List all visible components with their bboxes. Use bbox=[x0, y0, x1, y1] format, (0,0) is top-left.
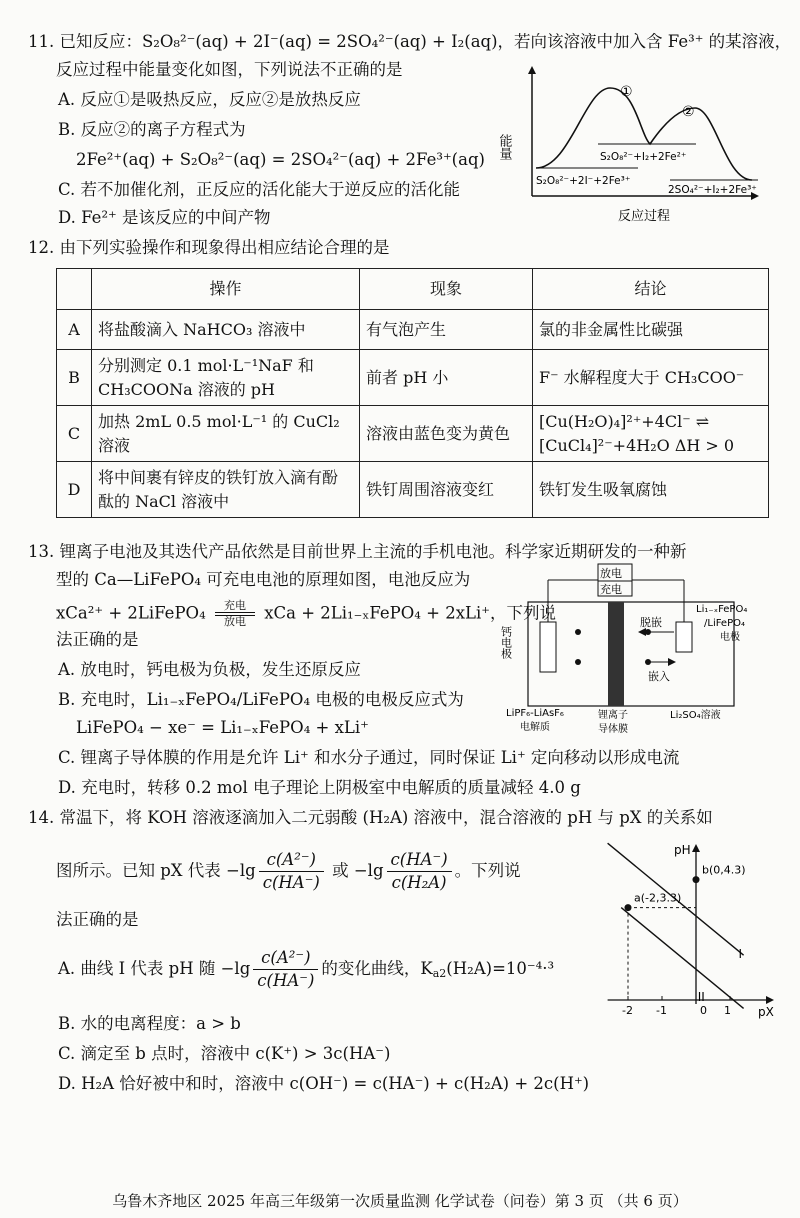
charge-label: 充电 bbox=[600, 583, 622, 596]
q13-stem-end: 法正确的是 bbox=[56, 630, 139, 649]
page-footer: 乌鲁木齐地区 2025 年高三年级第一次质量监测 化学试卷（问卷）第 3 页 （共 6 页） bbox=[112, 1192, 688, 1210]
q11-option-b: B. 反应②的离子方程式为 bbox=[58, 120, 246, 139]
header-cell: 操作 bbox=[92, 269, 360, 310]
row-conclusion: [Cu(H₂O)₄]²⁺+4Cl⁻ ⇌ [CuCl₄]²⁻+4H₂O ΔH > 0 bbox=[533, 406, 769, 462]
row-phenomenon: 前者 pH 小 bbox=[360, 350, 533, 406]
start-state-label: S₂O₈²⁻+2I⁻+2Fe³⁺ bbox=[536, 175, 631, 187]
q14-option-c: C. 滴定至 b 点时，溶液中 c(K⁺) > 3c(HA⁻) bbox=[58, 1044, 391, 1063]
chart-xlabel: pX bbox=[758, 1005, 774, 1019]
lithium-ion-membrane bbox=[608, 602, 624, 706]
end-state-label: 2SO₄²⁻+I₂+2Fe³⁺ bbox=[668, 184, 757, 196]
deintercalate-label: 脱嵌 bbox=[640, 616, 662, 629]
q12-table bbox=[56, 268, 769, 518]
row-phenomenon: 溶液由蓝色变为黄色 bbox=[360, 406, 533, 462]
energy-ylabel: 能量 bbox=[496, 134, 512, 160]
mid-state-label: S₂O₈²⁻+I₂+2Fe²⁺ bbox=[600, 151, 687, 163]
table-row bbox=[57, 406, 769, 462]
row-conclusion: 氯的非金属性比碳强 bbox=[533, 310, 769, 350]
ph-px-chart bbox=[562, 840, 782, 1020]
q14-stem-cont: 图所示。已知 pX 代表 −lg $\frac{\text{c(A²⁻)}}{c(HA^-)}$ 或 −lg $\frac{c(HA^-)}{\text{c(H₂A)}}$ 。下列说 bbox=[56, 850, 521, 892]
table-header-row bbox=[57, 269, 769, 310]
y-axis-arrow bbox=[692, 844, 700, 852]
row-operation: 分别测定 0.1 mol·L⁻¹NaF 和 CH₃COONa 溶液的 pH bbox=[92, 350, 360, 406]
row-operation: 将中间裹有锌皮的铁钉放入滴有酚 酞的 NaCl 溶液中 bbox=[92, 462, 360, 518]
row-operation: 加热 2mL 0.5 mol·L⁻¹ 的 CuCl₂ 溶液 bbox=[92, 406, 360, 462]
point-label: b(0,4.3) bbox=[702, 863, 746, 877]
header-cell: 结论 bbox=[533, 269, 769, 310]
q11-option-c: C. 若不加催化剂，正反应的活化能大于逆反应的活化能 bbox=[58, 180, 461, 199]
q13-option-d: D. 充电时，转移 0.2 mol 电子理论上阴极室中电解质的质量减轻 4.0 g bbox=[58, 778, 581, 797]
y-axis-arrow bbox=[528, 66, 536, 74]
ca-electrode-label: 钙电极 bbox=[499, 626, 513, 659]
left-electrolyte-label-2: 电解质 bbox=[520, 722, 550, 733]
chart-ylabel: pH bbox=[674, 843, 691, 857]
curve-label-II: II bbox=[697, 989, 705, 1004]
q14-option-a: A. 曲线 I 代表 pH 随 −lg $\frac{\text{c(A²⁻)}}{c(HA^-)}$ 的变化曲线，$K_{a2}(H_2A)=10^{-4}\cdot^3$ bbox=[58, 948, 555, 990]
row-key: B bbox=[57, 350, 92, 406]
x-tick-label: -2 bbox=[622, 1004, 633, 1017]
right-electrode-label-1: Li₁₋ₓFePO₄ bbox=[696, 604, 748, 615]
calcium-electrode bbox=[540, 622, 556, 672]
point-label: a(-2,3.3) bbox=[634, 891, 682, 905]
x-axis-arrow bbox=[766, 996, 774, 1004]
q14-option-d: D. H₂A 恰好被中和时，溶液中 c(OH⁻) = c(HA⁻) + c(H₂A) + 2c(H⁺) bbox=[58, 1074, 590, 1093]
data-point bbox=[693, 876, 700, 883]
q13-reaction-equation: xCa²⁺ + 2LiFePO₄ 充电 放电 xCa + 2Li₁₋ₓFePO₄ + 2xLi⁺，下列说 bbox=[56, 599, 556, 628]
row-conclusion: 铁钉发生吸氧腐蚀 bbox=[533, 462, 769, 518]
q11-option-a: A. 反应①是吸热反应，反应②是放热反应 bbox=[58, 90, 361, 109]
row-key: D bbox=[57, 462, 92, 518]
energy-diagram bbox=[496, 64, 762, 234]
chart-origin-label: 0 bbox=[700, 1004, 707, 1017]
row-phenomenon: 铁钉周围溶液变红 bbox=[360, 462, 533, 518]
intercalate-label: 嵌入 bbox=[648, 670, 670, 683]
row-key: C bbox=[57, 406, 92, 462]
table-row bbox=[57, 350, 769, 406]
right-electrode-label-3: 电极 bbox=[720, 632, 740, 643]
q13-option-b: B. 充电时，Li₁₋ₓFePO₄/LiFePO₄ 电极的电极反应式为 bbox=[58, 690, 464, 709]
q14-stem: 14. 常温下，将 KOH 溶液逐滴加入二元弱酸 (H₂A) 溶液中，混合溶液的 pH 与 pX 的关系如 bbox=[28, 808, 713, 827]
q13-option-c: C. 锂离子导体膜的作用是允许 Li⁺ 和水分子通过，同时保证 Li⁺ 定向移动以形成电流 bbox=[58, 748, 680, 767]
discharge-label: 放电 bbox=[600, 567, 622, 580]
membrane-label-2: 导体膜 bbox=[598, 724, 628, 735]
q12-stem: 12. 由下列实验操作和现象得出相应结论合理的是 bbox=[28, 238, 390, 257]
curve-label-I: I bbox=[738, 947, 743, 961]
left-electrolyte-label-1: LiPF₆-LiAsF₆ bbox=[506, 708, 564, 719]
row-key: A bbox=[57, 310, 92, 350]
battery-diagram bbox=[498, 562, 776, 740]
x-tick-label: -1 bbox=[656, 1004, 667, 1017]
row-conclusion: F⁻ 水解程度大于 CH₃COO⁻ bbox=[533, 350, 769, 406]
q14-option-b: B. 水的电离程度：a > b bbox=[58, 1014, 241, 1033]
table-row bbox=[57, 462, 769, 518]
q14-stem-end: 法正确的是 bbox=[56, 910, 139, 929]
header-cell: 现象 bbox=[360, 269, 533, 310]
x-tick-label: 1 bbox=[724, 1004, 731, 1017]
q13-stem: 13. 锂离子电池及其迭代产品依然是目前世界上主流的手机电池。科学家近期研发的一种新 bbox=[28, 542, 687, 561]
lifepo4-electrode bbox=[676, 622, 692, 652]
membrane-label-1: 锂离子 bbox=[598, 710, 628, 721]
table-row bbox=[57, 310, 769, 350]
row-operation: 将盐酸滴入 NaHCO₃ 溶液中 bbox=[92, 310, 360, 350]
q13-option-a: A. 放电时，钙电极为负极，发生还原反应 bbox=[58, 660, 361, 679]
q13-stem-cont: 型的 Ca—LiFePO₄ 可充电电池的原理如图，电池反应为 bbox=[56, 570, 471, 589]
reaction-1-mark: ① bbox=[620, 84, 633, 100]
energy-xlabel: 反应过程 bbox=[618, 209, 671, 224]
q13-option-b-equation: LiFePO₄ − xe⁻ = Li₁₋ₓFePO₄ + xLi⁺ bbox=[76, 718, 369, 737]
data-point bbox=[625, 904, 632, 911]
q11-option-b-equation: 2Fe²⁺(aq) + S₂O₈²⁻(aq) = 2SO₄²⁻(aq) + 2Fe³⁺(aq) bbox=[76, 150, 485, 169]
q11-option-d: D. Fe²⁺ 是该反应的中间产物 bbox=[58, 208, 271, 227]
energy-curve bbox=[536, 88, 752, 180]
q11-stem-cont: 反应过程中能量变化如图，下列说法不正确的是 bbox=[56, 60, 403, 79]
reaction-2-mark: ② bbox=[682, 104, 695, 120]
right-electrolyte-label: Li₂SO₄溶液 bbox=[670, 710, 721, 721]
series-line-II bbox=[621, 908, 743, 1009]
q11-stem: 11. 已知反应：S₂O₈²⁻(aq) + 2I⁻(aq) = 2SO₄²⁻(aq) + I₂(aq)，若向该溶液中加入含 Fe³⁺ 的某溶液， bbox=[28, 32, 792, 51]
row-phenomenon: 有气泡产生 bbox=[360, 310, 533, 350]
right-electrode-label-2: /LiFePO₄ bbox=[704, 618, 745, 629]
header-cell bbox=[57, 269, 92, 310]
